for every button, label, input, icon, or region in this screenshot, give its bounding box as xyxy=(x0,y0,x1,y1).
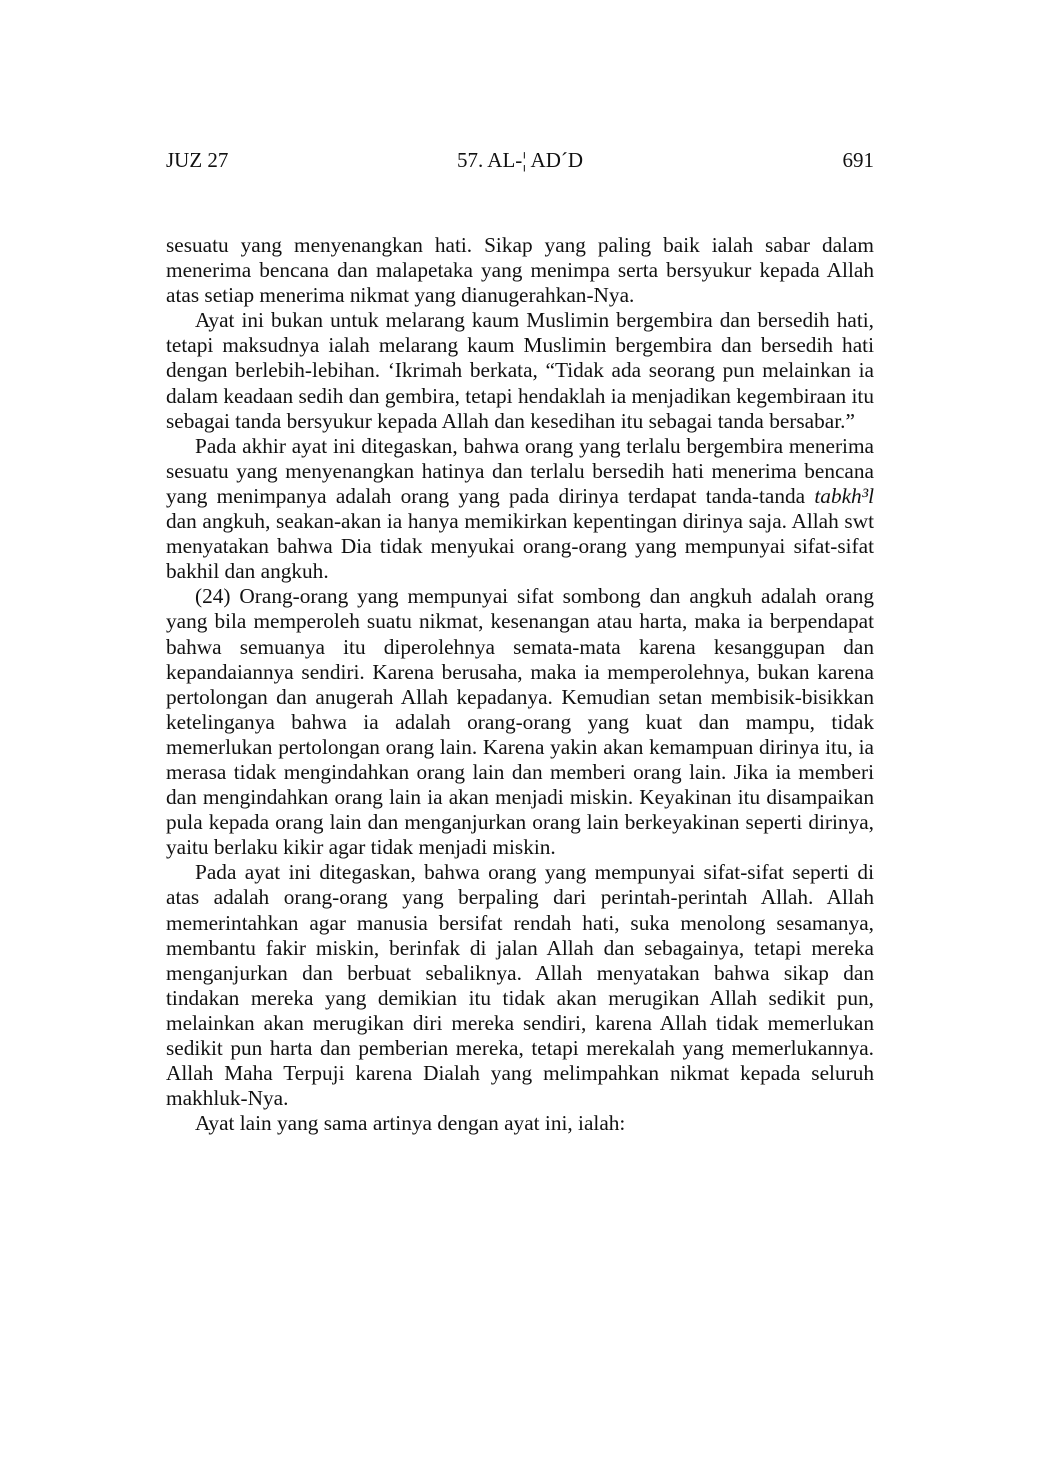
paragraph-5: Pada ayat ini ditegaskan, bahwa orang yang mempunyai sifat-sifat seperti di atas adalah orang-orang yang berpaling dari perintah-perintah Allah. Allah memerintahkan agar manusia bersifat rendah hati, suka menolong sesamanya, membantu fakir miskin, berinfak di jalan Allah dan sebagainya, tetapi mereka menganjurkan dan berbuat sebaliknya. Allah menyatakan bahwa sikap dan tindakan mereka yang demikian itu tidak akan merugikan Allah sedikit pun, melainkan akan merugikan diri mereka sendiri, karena Allah tidak memerlukan sedikit pun harta dan pemberian mereka, tetapi merekalah yang memerlukannya. Allah Maha Terpuji karena Dialah yang melimpahkan nikmat kepada seluruh makhluk-Nya. xyxy=(166,860,874,1111)
paragraph-4: (24) Orang-orang yang mempunyai sifat sombong dan angkuh adalah orang yang bila memperoleh suatu nikmat, kesenangan atau harta, maka ia berpendapat bahwa semuanya itu diperolehnya semata-mata karena kesanggupan dan kepandaiannya sendiri. Karena berusaha, maka ia memperolehnya, bukan karena pertolongan dan anugerah Allah kepadanya. Kemudian setan membisik-bisikkan ketelinganya bahwa ia adalah orang-orang yang kuat dan mampu, tidak memerlukan pertolongan orang lain. Karena yakin akan kemampuan dirinya itu, ia merasa tidak mengindahkan orang lain dan memberi orang lain. Jika ia memberi dan mengindahkan orang lain ia akan menjadi miskin. Keyakinan itu disampaikan pula kepada orang lain dan menganjurkan orang lain berkeyakinan seperti dirinya, yaitu berlaku kikir agar tidak menjadi miskin. xyxy=(166,584,874,860)
paragraph-3-text-after: dan angkuh, seakan-akan ia hanya memikirkan kepentingan dirinya saja. Allah swt menyatakan bahwa Dia tidak menyukai orang-orang yang mempunyai sifat-sifat bakhil dan angkuh. xyxy=(166,509,874,584)
surah-title: 57. AL-¦ AD´D xyxy=(456,148,584,172)
italic-term-tabkhil: tabkh³l xyxy=(814,483,874,508)
page-number: 691 xyxy=(842,148,874,172)
paragraph-3 xyxy=(166,434,874,585)
page-header xyxy=(166,145,874,175)
body-text xyxy=(166,233,874,1136)
paragraph-6: Ayat lain yang sama artinya dengan ayat ini, ialah: xyxy=(195,1111,626,1136)
juz-label: JUZ 27 xyxy=(166,148,229,172)
paragraph-3-text-before: Pada akhir ayat ini ditegaskan, bahwa orang yang terlalu bergembira menerima sesuatu yang menyenangkan hatinya dan terlalu bersedih hati menerima bencana yang menimpanya adalah orang yang pada dirinya terdapat tanda-tanda xyxy=(166,433,874,508)
paragraph-2: Ayat ini bukan untuk melarang kaum Muslimin bergembira dan bersedih hati, tetapi maksudnya ialah melarang kaum Muslimin bergembira dan bersedih hati dengan berlebih-lebihan. ‘Ikrimah berkata, “Tidak ada seorang pun melainkan ia dalam keadaan sedih dan gembira, tetapi hendaklah ia menjadikan kegembiraan itu sebagai tanda bersyukur kepada Allah dan kesedihan itu sebagai tanda bersabar.” xyxy=(166,308,874,433)
paragraph-1: sesuatu yang menyenangkan hati. Sikap yang paling baik ialah sabar dalam menerima bencana dan malapetaka yang menimpa serta bersyukur kepada Allah atas setiap menerima nikmat yang dianugerahkan-Nya. xyxy=(166,233,874,308)
